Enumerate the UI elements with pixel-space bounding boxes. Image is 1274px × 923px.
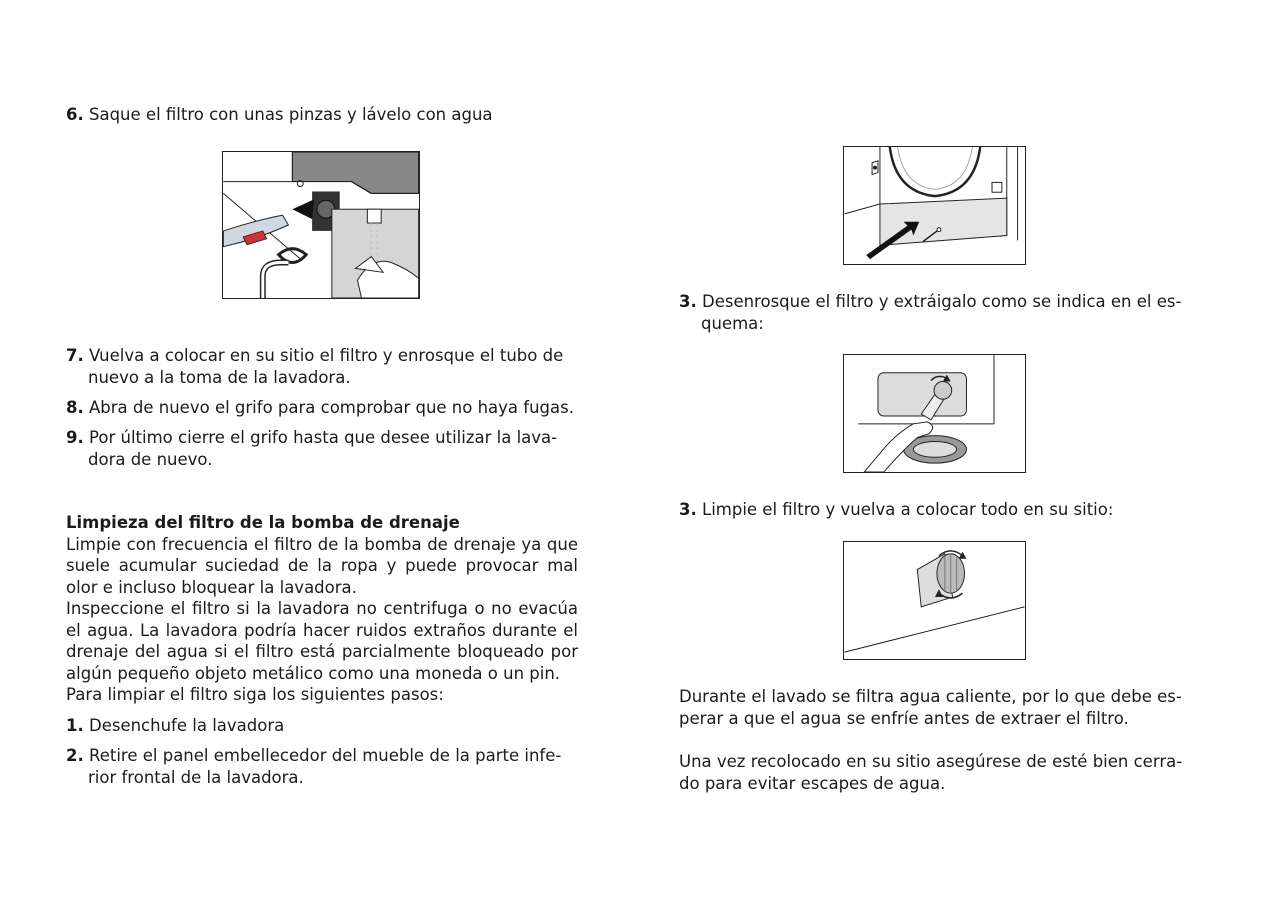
note-line2: perar a que el agua se enfríe antes de extraer el filtro. bbox=[679, 708, 1129, 728]
note-line1: Durante el lavado se filtra agua caliente, por lo que debe es- bbox=[679, 687, 1182, 706]
step-3-unscrew bbox=[679, 291, 1191, 334]
step-8 bbox=[66, 397, 586, 419]
step-text-line1: Vuelva a colocar en su sitio el filtro y enrosque el tubo de bbox=[89, 346, 564, 365]
section-heading: Limpieza del filtro de la bomba de drenaje bbox=[66, 513, 460, 532]
step-text-line2: rior frontal de la lavadora. bbox=[88, 767, 304, 787]
step-6 bbox=[66, 104, 586, 126]
step-text-line1: Retire el panel embellecedor del mueble de la parte infe- bbox=[89, 746, 562, 765]
close-tightly-note bbox=[679, 751, 1191, 794]
step-text: Desenchufe la lavadora bbox=[89, 716, 285, 735]
step-number: 6. bbox=[66, 105, 84, 124]
filter-unscrew-illustration bbox=[843, 354, 1026, 473]
step-3-clean bbox=[679, 499, 1199, 521]
filter-washing-illustration bbox=[222, 151, 420, 299]
step-text-line2: nuevo a la toma de la lavadora. bbox=[88, 367, 351, 387]
step-text-line1: Por último cierre el grifo hasta que desee utilizar la lava- bbox=[89, 428, 558, 447]
drain-pump-filter-section bbox=[66, 512, 578, 706]
filter-refit-illustration bbox=[843, 541, 1026, 660]
section-paragraph-2: Inspeccione el filtro si la lavadora no centrifuga o no evacúa el agua. La lavadora podría hacer ruidos extraños durante el drenaje del agua si el filtro está parcialmente bloqueado por algún pequeño objeto metálico como una moneda o un pin. bbox=[66, 599, 578, 683]
note-line1: Una vez recolocado en su sitio asegúrese de esté bien cerra- bbox=[679, 752, 1183, 771]
step-text-line2: quema: bbox=[701, 313, 764, 333]
step-text: Saque el filtro con unas pinzas y lávelo con agua bbox=[89, 105, 493, 124]
step-text: Abra de nuevo el grifo para comprobar que no haya fugas. bbox=[89, 398, 574, 417]
step-2 bbox=[66, 745, 578, 788]
step-number: 2. bbox=[66, 746, 84, 765]
step-text: Limpie el filtro y vuelva a colocar todo en su sitio: bbox=[702, 500, 1114, 519]
section-paragraph-3: Para limpiar el filtro siga los siguientes pasos: bbox=[66, 685, 444, 704]
hot-water-note bbox=[679, 686, 1191, 729]
note-line2: do para evitar escapes de agua. bbox=[679, 773, 946, 793]
step-number: 1. bbox=[66, 716, 84, 735]
step-number: 9. bbox=[66, 428, 84, 447]
step-text-line2: dora de nuevo. bbox=[88, 449, 213, 469]
step-1 bbox=[66, 715, 586, 737]
step-number: 3. bbox=[679, 292, 697, 311]
step-text-line1: Desenrosque el filtro y extráigalo como se indica en el es- bbox=[702, 292, 1182, 311]
step-number: 8. bbox=[66, 398, 84, 417]
section-paragraph-1: Limpie con frecuencia el filtro de la bomba de drenaje ya que suele acumular suciedad de la ropa y puede provocar mal olor e incluso bloquear la lavadora. bbox=[66, 534, 578, 597]
step-number: 3. bbox=[679, 500, 697, 519]
panel-removal-illustration bbox=[843, 146, 1026, 265]
step-7 bbox=[66, 345, 578, 388]
step-9 bbox=[66, 427, 586, 470]
step-number: 7. bbox=[66, 346, 84, 365]
